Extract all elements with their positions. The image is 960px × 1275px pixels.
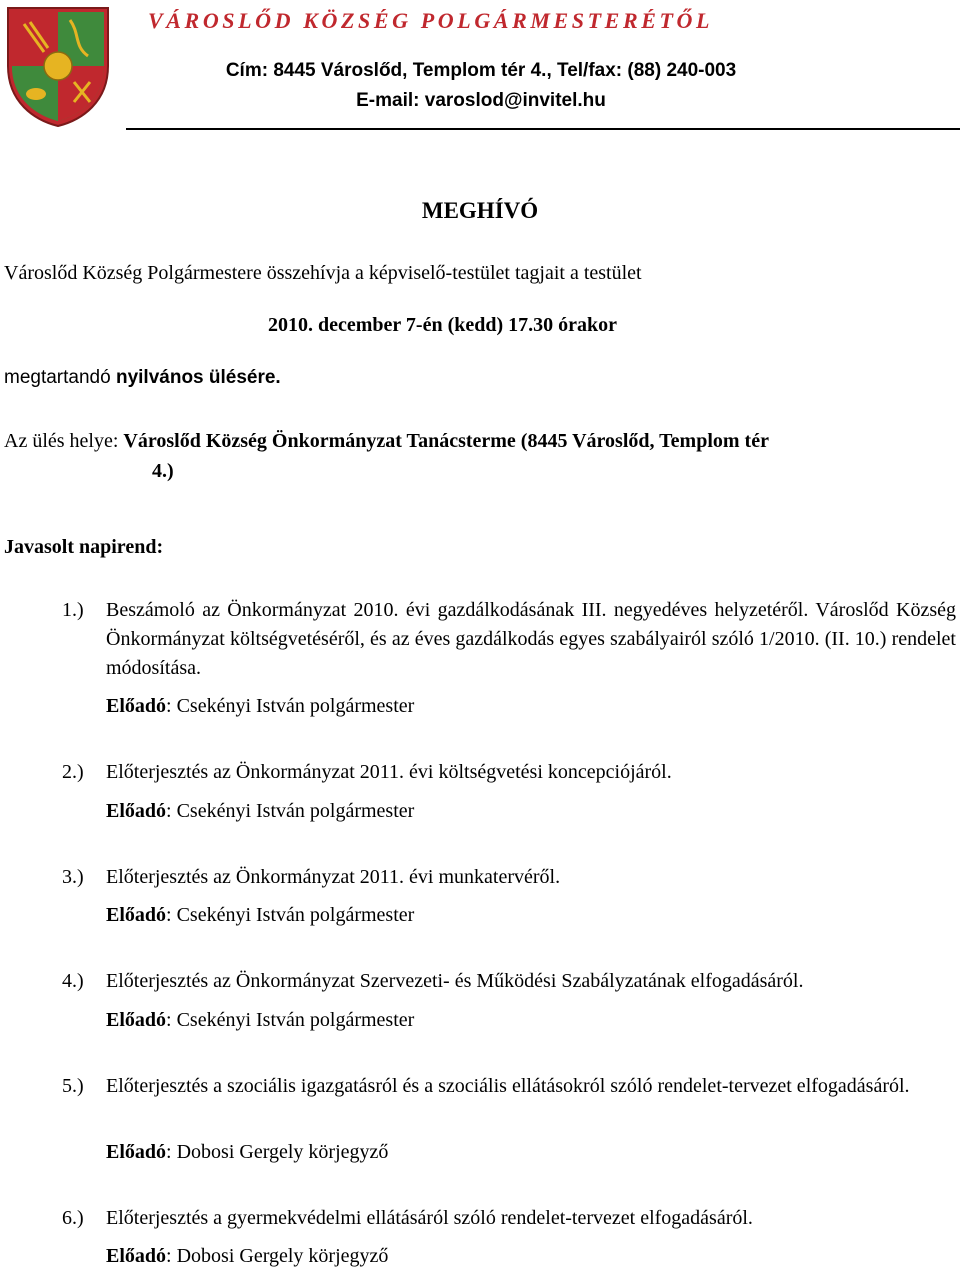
letterhead-email: E-mail: varoslod@invitel.hu: [356, 90, 606, 111]
letterhead-address: Cím: 8445 Városlőd, Templom tér 4., Tel/fax: (88) 240-003: [225, 60, 737, 81]
presenter-label: Előadó: [106, 904, 167, 926]
agenda-item-text: Előterjesztés a szociális igazgatásról és a szociális ellátásokról szóló rendelet-tervezet elfogadásáról.: [106, 1075, 910, 1097]
agenda-item-number: 2.): [62, 761, 84, 783]
presenter-label: Előadó: [106, 1141, 167, 1163]
letterhead-title: VÁROSLŐD KÖZSÉG POLGÁRMESTERÉTŐL: [148, 8, 714, 33]
venue: [4, 430, 769, 453]
agenda-item-number: 4.): [62, 970, 84, 992]
agenda-heading: Javasolt napirend:: [4, 536, 164, 558]
coat-of-arms-icon: [4, 4, 112, 128]
presenter-label: Előadó: [106, 695, 167, 717]
agenda-item-text: Előterjesztés az Önkormányzat 2011. évi költségvetési koncepciójáról.: [106, 761, 672, 783]
agenda-item-presenter: [106, 1141, 388, 1164]
agenda-item-number: 5.): [62, 1075, 84, 1097]
presenter-label: Előadó: [106, 1009, 167, 1031]
agenda-item: [62, 1204, 956, 1233]
agenda-item-presenter: [106, 1009, 414, 1032]
presenter-name: : Csekényi István polgármester: [166, 695, 415, 717]
agenda-item: [62, 863, 956, 892]
presenter-label: Előadó: [106, 800, 167, 822]
presenter-name: : Csekényi István polgármester: [166, 1009, 415, 1031]
presenter-name: : Dobosi Gergely körjegyző: [166, 1141, 389, 1163]
document-title: MEGHÍVÓ: [421, 198, 539, 223]
agenda-item: [62, 596, 956, 683]
venue-label: Az ülés helye:: [4, 430, 119, 452]
meeting-type-prefix: megtartandó: [4, 367, 111, 388]
agenda-item-text: Előterjesztés a gyermekvédelmi ellátásáról szóló rendelet-tervezet elfogadásáról.: [106, 1207, 753, 1229]
agenda-item-text: Előterjesztés az Önkormányzat 2011. évi munkatervéről.: [106, 866, 561, 888]
letterhead-divider: [126, 128, 960, 130]
meeting-date-time: 2010. december 7-én (kedd) 17.30 órakor: [268, 314, 618, 336]
presenter-label: Előadó: [106, 1245, 167, 1267]
agenda-item: [62, 758, 956, 787]
agenda-item-presenter: [106, 904, 414, 927]
agenda-item-number: 3.): [62, 866, 84, 888]
presenter-name: : Csekényi István polgármester: [166, 800, 415, 822]
agenda-item-number: 6.): [62, 1207, 84, 1229]
presenter-name: : Dobosi Gergely körjegyző: [166, 1245, 389, 1267]
meeting-type: [4, 367, 281, 389]
meeting-type-public: nyilvános ülésére.: [115, 367, 281, 388]
agenda-item: [62, 1072, 956, 1101]
agenda-item-presenter: [106, 695, 414, 718]
presenter-name: : Csekényi István polgármester: [166, 904, 415, 926]
agenda-item-presenter: [106, 1245, 388, 1268]
intro-line: Városlőd Község Polgármestere összehívja a képviselő-testület tagjait a testület: [4, 262, 642, 284]
agenda-item-presenter: [106, 800, 414, 823]
venue-place-continued: 4.): [152, 460, 174, 482]
agenda-item-number: 1.): [62, 599, 84, 621]
agenda-item-text: Beszámoló az Önkormányzat 2010. évi gazdálkodásának III. negyedéves helyzetéről. Városlőd Község Önkormányzat költségvetéséről, és az éves gazdálkodás egyes szabályairól szóló 1/2010. (II. 10.) rendelet módosítása.: [106, 599, 956, 679]
agenda-item: [62, 967, 956, 996]
venue-place: Városlőd Község Önkormányzat Tanácsterme (8445 Városlőd, Templom tér: [123, 430, 769, 452]
agenda-item-text: Előterjesztés az Önkormányzat Szervezeti- és Működési Szabályzatának elfogadásáról.: [106, 970, 804, 992]
